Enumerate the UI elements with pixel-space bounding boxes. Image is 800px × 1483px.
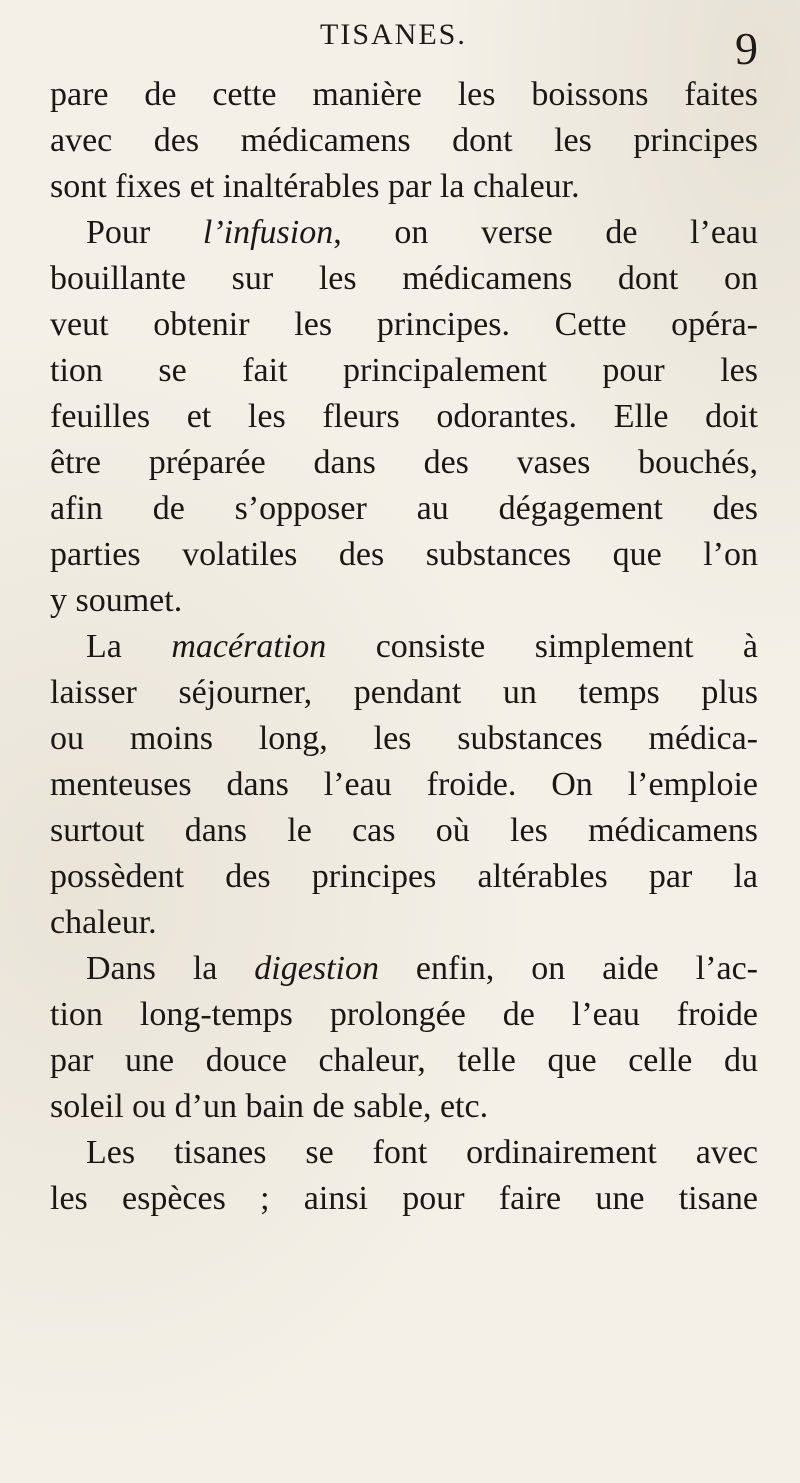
text-line [50,946,758,992]
text-span: , on verse de l’eau [333,214,759,251]
text-line: soleil ou d’un bain de sable, etc. [50,1088,489,1125]
italic-term: l’infusion [202,214,334,251]
italic-term: macération [171,628,327,665]
text-line: y soumet. [50,582,183,619]
page-number: 9 [735,23,758,74]
page-header [0,10,800,74]
text-line: Les tisanes se font ordinairement avec [86,1134,758,1171]
text-line: bouillante sur les médicamens dont on [50,260,758,297]
text-line: tion se fait principalement pour les [50,352,758,389]
text-line: sont fixes et inaltérables par la chaleur. [50,168,580,205]
text-line: être préparée dans des vases bouchés, [50,444,758,481]
text-line: laisser séjourner, pendant un temps plus [50,674,758,711]
text-line: surtout dans le cas où les médicamens [50,812,758,849]
text-line: les espèces ; ainsi pour faire une tisane [50,1180,758,1217]
text-line: chaleur. [50,904,157,941]
text-line: tion long-temps prolongée de l’eau froide [50,996,758,1033]
text-span: consiste simplement à [326,628,758,665]
text-line: avec des médicamens dont les principes [50,122,758,159]
italic-term: digestion [254,950,379,987]
text-line: veut obtenir les principes. Cette opéra- [50,306,758,343]
text-line: feuilles et les fleurs odorantes. Elle doit [50,398,758,435]
text-line [50,624,758,670]
text-span: Pour [86,214,203,251]
text-line: pare de cette manière les boissons faites [50,76,758,113]
text-line: menteuses dans l’eau froide. On l’emploie [50,766,758,803]
text-line: par une douce chaleur, telle que celle du [50,1042,758,1079]
text-span: La [86,628,172,665]
text-line: parties volatiles des substances que l’on [50,536,758,573]
text-line: afin de s’opposer au dégagement des [50,490,758,527]
text-span: Dans la [86,950,255,987]
text-span: enfin, on aide l’ac- [378,950,758,987]
text-line [50,210,758,256]
text-line: ou moins long, les substances médica- [50,720,758,757]
text-line: possèdent des principes altérables par la [50,858,758,895]
running-title: TISANES. [320,18,467,51]
body-text [50,72,758,1222]
